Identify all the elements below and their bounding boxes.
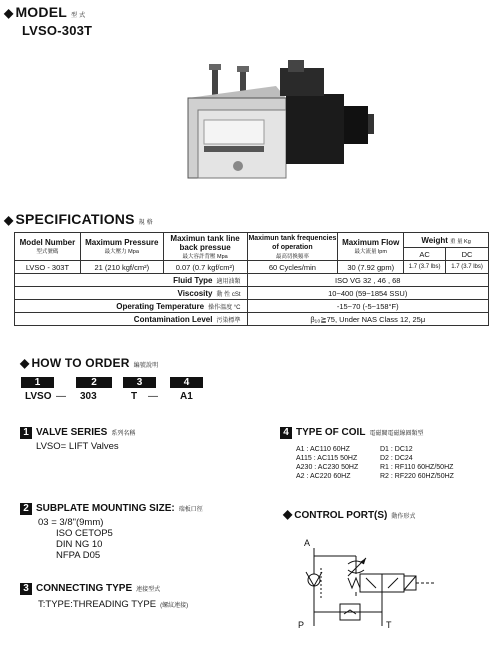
table-row	[15, 313, 489, 326]
viscosity-label: Viscosity 動 性 cSt	[15, 287, 248, 300]
valve-series-section: 1 VALVE SERIES 系列名稱 LVSO= LIFT Valves	[20, 427, 135, 452]
coil-item: A230 : AC230 50HZ	[296, 464, 359, 471]
coil-item: A115 : AC115 50HZ	[296, 455, 358, 462]
order-box-2: 2	[76, 377, 112, 388]
coil-item: A1 : AC110 60HZ	[296, 446, 350, 453]
header-max-freq: Maximun tank frequencies of operation 最高切換頻率	[248, 234, 337, 260]
hydraulic-schematic	[296, 538, 446, 638]
section-number: 4	[280, 427, 292, 439]
valve-series-value: LVSO= LIFT Valves	[36, 441, 119, 452]
order-box-4: 4	[170, 377, 203, 388]
header-model-number: Model Number 型式號碼	[15, 233, 81, 261]
diamond-bullet-icon: ◆	[4, 6, 14, 20]
contamination-value: β₁₀≧75, Under NAS Class 12, 25μ	[247, 313, 489, 326]
subplate-line: DIN NG 10	[56, 539, 103, 550]
order-dash: —	[148, 391, 158, 402]
header-max-pressure: Maximum Pressure 最大壓力 Mpa	[80, 233, 163, 261]
model-heading: ◆ MODEL 型 式	[4, 4, 86, 20]
header-weight: Weight 重 量 Kg	[404, 233, 489, 248]
temperature-value: -15~70 (-5~158°F)	[247, 300, 489, 313]
order-dash: —	[56, 391, 66, 402]
cell-flow: 30 (7.92 gpm)	[338, 261, 404, 274]
diamond-bullet-icon: ◆	[283, 507, 293, 521]
port-label-p: P	[298, 620, 305, 630]
contamination-label: Contamination Level 污染標準	[15, 313, 248, 326]
section-number: 1	[20, 427, 32, 439]
subplate-line: NFPA D05	[56, 550, 101, 561]
viscosity-value: 10~400 (59~1854 SSU)	[247, 287, 489, 300]
section-number: 2	[20, 503, 32, 515]
section-number: 3	[20, 583, 32, 595]
table-row	[15, 274, 489, 287]
coil-item: D2 : DC24	[380, 455, 413, 462]
coil-item: D1 : DC12	[380, 446, 413, 453]
header-dc: DC	[446, 248, 489, 261]
model-name: LVSO-303T	[22, 23, 93, 38]
connecting-type-section: 3 CONNECTING TYPE 連接型式 T:TYPE:THREADING TYPE (螺紋連接)	[20, 583, 188, 612]
coil-list-right	[380, 445, 492, 481]
how-to-order-heading: ◆ HOW TO ORDER 編號說明	[20, 356, 159, 370]
order-box-1: 1	[21, 377, 54, 388]
port-label-t: T	[386, 620, 392, 630]
valve-product-photo	[176, 58, 376, 188]
order-value-2: 303	[80, 391, 97, 402]
fluid-type-label: Fluid Type 適用油類	[15, 274, 248, 287]
table-row	[15, 300, 489, 313]
coil-item: A2 : AC220 60HZ	[296, 473, 351, 480]
header-ac: AC	[404, 248, 446, 261]
specifications-heading: ◆ SPECIFICATIONS 規 格	[4, 211, 153, 227]
temperature-label: Operating Temperature 操作溫度 °C	[15, 300, 248, 313]
cell-back-pressure: 0.07 (0.7 kgf/cm²)	[163, 261, 247, 274]
subplate-section: 2 SUBPLATE MOUNTING SIZE: 瑞板口徑 03 = 3/8"(9mm) ISO CETOP5 DIN NG 10 NFPA D05	[20, 503, 203, 561]
cell-model: LVSO - 303T	[15, 261, 81, 274]
coil-list-left	[296, 445, 386, 481]
order-box-3: 3	[123, 377, 156, 388]
table-row	[15, 261, 489, 274]
diamond-bullet-icon: ◆	[20, 356, 30, 370]
cell-freq: 60 Cycles/min	[247, 261, 338, 274]
control-port-heading: ◆ CONTROL PORT(S) 動作形式	[283, 507, 416, 521]
coil-type-section: 4 TYPE OF COIL 電磁閥電磁線圈類型	[280, 427, 423, 439]
coil-item: R2 : RF220 60HZ/50HZ	[380, 473, 454, 480]
coil-item: R1 : RF110 60HZ/50HZ	[380, 464, 454, 471]
order-value-4: A1	[180, 391, 193, 402]
cell-weight-dc: 1.7 (3.7 lbs)	[446, 261, 489, 274]
specifications-table	[14, 232, 489, 326]
order-value-1: LVSO	[25, 391, 52, 402]
order-value-3: T	[131, 391, 138, 402]
header-max-tank: Maximun tank line back pressue 最大容許背壓 Mpa	[163, 233, 247, 261]
cell-weight-ac: 1.7 (3.7 lbs)	[404, 261, 446, 274]
diamond-bullet-icon: ◆	[4, 213, 14, 227]
port-label-a: A	[304, 538, 311, 548]
cell-pressure: 21 (210 kgf/cm²)	[80, 261, 163, 274]
header-max-flow: Maximum Flow 最大流量 lpm	[338, 233, 404, 261]
subplate-line: 03 = 3/8"(9mm)	[38, 517, 104, 528]
table-row	[15, 287, 489, 300]
fluid-type-value: ISO VG 32 , 46 , 68	[247, 274, 489, 287]
connecting-type-value: T:TYPE:THREADING TYPE	[38, 599, 157, 610]
subplate-line: ISO CETOP5	[56, 528, 113, 539]
